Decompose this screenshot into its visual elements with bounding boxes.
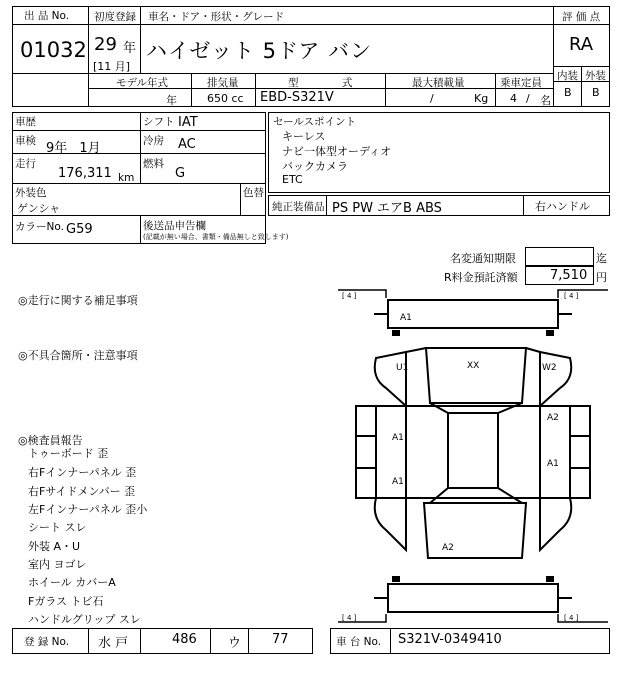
recycle-fee-value: 7,510 [550,268,588,283]
tire-label: [ 4 ] [342,292,357,300]
exterior-label: 外装 [585,70,606,82]
model-code: EBD-S321V [260,90,334,105]
capacity-sep: / [526,92,530,105]
reg-kana: ウ [228,636,242,651]
inspection-label: 車検 [15,135,36,147]
defects-notes-label: ◎不具合箇所・注意事項 [18,349,138,362]
fuel-label: 燃料 [143,158,164,170]
inspector-item: Fガラス トビ石 [28,595,104,608]
inspector-item: ホイール カバーA [28,576,116,589]
damage-mark: A1 [392,477,404,487]
chassis-label: 車 台 No. [336,636,382,648]
chassis-number: S321V-0349410 [398,632,502,647]
inspector-item: 右Fサイドメンバー 歪 [28,485,136,498]
ext-color-value: ゲンシャ [17,202,61,215]
color-no-value: G59 [66,222,93,237]
sales-point-item: ナビ一体型オーディオ [282,145,392,158]
reg-year-unit: 年 [123,41,137,56]
capacity-unit: 名 [540,94,551,107]
car-name-label: 車名・ドア・形状・グレード [148,11,285,23]
aircon-label: 冷房 [143,135,164,147]
recycle-fee-unit: 円 [596,271,607,284]
sales-point-item: バックカメラ [282,160,348,173]
damage-mark: XX [467,361,480,371]
damage-mark: W2 [542,363,557,373]
damage-mark: A1 [392,433,404,443]
interior-grade: B [564,86,572,99]
interior-label: 内装 [557,70,578,82]
reg-class: 486 [172,632,197,647]
aircon-value: AC [178,137,196,152]
inspector-item: 左Fインナーパネル 歪小 [28,503,148,516]
lot-no-label: 出 品 No. [24,10,70,22]
sales-point-item: キーレス [282,130,326,143]
model-year-unit: 年 [166,94,177,107]
reg-area: 水 戸 [98,636,129,651]
car-name: ハイゼット 5ドア バン [146,39,373,63]
capacity-value: 4 [510,92,517,105]
transfer-deadline-suffix: 迄 [596,252,607,265]
later-label: 後送品申告欄 [143,220,206,232]
equipment-value: PS PW エアB ABS [332,201,442,216]
vehicle-damage-diagram [336,288,610,624]
inspector-item: トゥーボード 歪 [28,447,109,460]
damage-mark: A2 [547,413,559,423]
exterior-grade: B [592,86,600,99]
color-change-label: 色替 [243,187,264,199]
transfer-deadline-label: 名変通知期限 [450,252,516,265]
shift-value: IAT [178,115,198,130]
tire-label: [ 4 ] [342,614,357,622]
damage-mark: A1 [547,459,559,469]
rating-label: 評 価 点 [562,11,601,23]
reg-year: 29 [94,34,117,55]
first-reg-label: 初度登録 [94,11,136,23]
damage-mark: U1 [396,363,409,373]
inspector-item: シート スレ [28,521,87,534]
capacity-label: 乗車定員 [500,77,542,89]
handle-value: 右ハンドル [535,200,590,213]
reg-month: [11 月] [93,60,131,73]
mileage-value: 176,311 [58,166,112,181]
inspector-item: 外装 A・U [28,540,81,553]
reg-number: 77 [272,632,289,647]
mileage-label: 走行 [15,158,36,170]
reg-no-label: 登 録 No. [24,636,70,648]
inspection-value: 9年 1月 [46,141,101,156]
model-label: 型 式 [288,77,353,89]
damage-mark: A1 [400,313,412,323]
max-load-sep: / [430,92,434,105]
rating-value: RA [569,34,594,55]
inspector-item: 室内 ヨゴレ [28,558,87,571]
tire-label: [ 4 ] [564,292,579,300]
shift-label: シフト [143,116,175,128]
color-no-label: カラーNo. [15,221,64,233]
later-note: (記載が無い場合、書類・備品無しと致します) [143,233,289,241]
damage-mark: A2 [442,543,454,553]
equipment-label: 純正装備品 [272,201,325,213]
tire-label: [ 4 ] [564,614,579,622]
max-load-label: 最大積載量 [412,77,465,89]
max-load-unit: Kg [474,92,489,105]
lot-number: 01032 [20,38,87,62]
inspector-item: 右Fインナーパネル 歪 [28,466,137,479]
fuel-value: G [175,166,186,181]
model-year-label: モデル年式 [116,77,168,89]
sales-points-label: セールスポイント [273,116,357,128]
history-label: 車歴 [15,116,36,128]
mileage-unit: km [118,172,135,184]
driving-notes-label: ◎走行に関する補足事項 [18,294,138,307]
ext-color-label: 外装色 [15,187,47,199]
recycle-fee-label: R料金預託済額 [444,271,518,284]
inspector-report-label: ◎検査員報告 [18,434,83,447]
inspector-item: ハンドルグリップ スレ [28,613,141,626]
displacement-label: 排気量 [207,77,239,89]
displacement-value: 650 cc [207,92,244,105]
sales-point-item: ETC [282,173,303,186]
